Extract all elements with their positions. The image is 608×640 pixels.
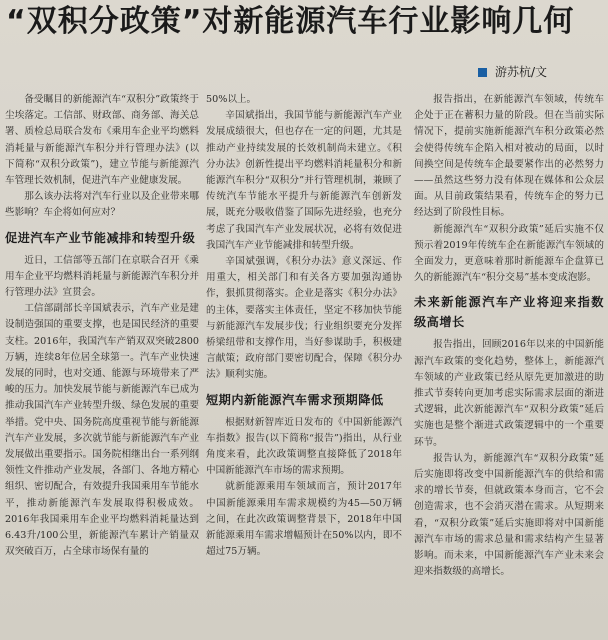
article-headline: “双积分政策”对新能源汽车行业影响几何	[6, 4, 575, 39]
article-column-3	[414, 92, 604, 638]
paragraph: 50%以上。	[206, 94, 257, 105]
section-heading: 促进汽车产业节能减排和转型升级	[5, 230, 196, 245]
article-column-2	[206, 92, 402, 638]
paragraph: 辛国斌指出，我国节能与新能源汽车产业发展成绩很大，但也存在一定的问题，尤其是推动产业持续发展的长效机制尚未建立。《积分办法》创新性提出平均燃料消耗量积分和新能源汽车积分“双积分”并行管理机制，兼顾了传统汽车节能水平提升与新能源汽车创新发展，既充分吸收借鉴了国际先进经验，也充分考虑了我国汽车产业发展状况，必将有效促进我国汽车产业节能减排和转型升级。	[206, 110, 402, 251]
paragraph: 根据财新智库近日发布的《中国新能源汽车指数》报告(以下简称“报告”)指出，从行业角度来看，此次政策调整直接降低了2018年中国新能源汽车市场的需求预期。	[206, 416, 402, 477]
paragraph: 备受瞩目的新能源汽车“双积分”政策终于尘埃落定。工信部、财政部、商务部、海关总署、质检总局联合发布《乘用车企业平均燃料消耗量与新能源汽车积分并行管理办法》(以下简称“双积分政策”)，建立节能与新能源汽车管理长效机制，促进汽车产业健康发展。	[5, 94, 199, 187]
paragraph: 报告指出，在新能源汽车领域，传统车企处于正在蓄积力量的阶段。但在当前实际情况下，提前实施新能源汽车积分政策必然会使得传统车企陷入相对被动的局面，以时间换空间是传统车企最要紧作出的必然努力——虽然这些努力没有体现在媒体和公众层面。从目前政策结果看，传统车企的努力已经达到了阶段性目标。	[414, 94, 604, 219]
article-column-1	[5, 92, 199, 638]
paragraph: 辛国斌强调，《积分办法》意义深远、作用重大，相关部门和有关各方要加强沟通协作，狠抓贯彻落实。企业是落实《积分办法》的主体，要落实主体责任，坚定不移加快节能与新能源汽车发展步伐；行业组织要充分发挥桥梁纽带和支撑作用，当好参谋助手，积极建言献策；政府部门要密切配合，保障《积分办法》顺利实施。	[206, 256, 402, 381]
square-bullet-icon	[478, 68, 487, 77]
section-heading: 未来新能源汽车产业将迎来指数级高增长	[414, 295, 604, 330]
paragraph: 就新能源乘用车领域而言，预计2017年中国新能源乘用车需求规模约为45—50万辆之间，在此次政策调整背景下，2018年中国新能源乘用车需求增幅预计在50%以内，即不超过75万辆。	[206, 481, 402, 558]
paragraph: 工信部副部长辛国斌表示，汽车产业是建设制造强国的重要支撑，也是国民经济的重要支柱。2016年，我国汽车产销双双突破2800万辆，连续8年位居全球第一。汽车产业快速发展的同时，也对交通、能源与环境带来了严峻的压力。加快发展节能与新能源汽车已成为推动我国汽车产业转型升级、绿色发展的重要举措。党中央、国务院高度重视节能与新能源汽车产业发展，多次就节能与新能源汽车产业发展做出重要指示。国务院相继出台一系列纲领性文件推动产业发展，各部门、各地方精心组织、密切配合，有效提升我国乘用车节能水平，推动新能源汽车发展取得积极成效。2016年我国乘用车企业平均燃料消耗量达到6.43升/100公里，新能源汽车累计产销量双双突破百万，占全球市场保有量的	[5, 303, 199, 558]
paragraph: 新能源汽车“双积分政策”延后实施不仅预示着2019年传统车企在新能源汽车领域的全面发力，更意味着那时新能源车企盘算已久的新能源汽车“积分交易”基本变成泡影。	[414, 223, 604, 284]
author-name: 游苏杭/文	[495, 65, 548, 79]
paragraph: 近日，工信部等五部门在京联合召开《乘用车企业平均燃料消耗量与新能源汽车积分并行管理办法》宣贯会。	[5, 254, 199, 299]
section-heading: 短期内新能源汽车需求预期降低	[206, 392, 384, 407]
article-byline	[478, 63, 604, 81]
paragraph: 报告指出，回顾2016年以来的中国新能源汽车政策的变化趋势，整体上，新能源汽车领域的产业政策已经从原先更加激进的助推式节奏转向更加考虑实际需求层面的渐进式逻辑，此次新能源汽车“双积分政策”延后实施也是整个渐进式政策逻辑中的一个重要环节。	[414, 339, 604, 448]
paragraph: 报告认为，新能源汽车“双积分政策”延后实施即将改变中国新能源汽车的供给和需求的增长节奏，但就政策本身而言，它不会创造需求，也不会消灭潜在需求。从短期来看，“双积分政策”延后实施即将对中国新能源汽车市场的需求总量和需求结构产生显著影响。而未来，中国新能源汽车产业未来会迎来指数级的高增长。	[414, 452, 604, 578]
paragraph: 那么该办法将对汽车行业以及企业带来哪些影响？车企将如何应对？	[5, 191, 199, 219]
